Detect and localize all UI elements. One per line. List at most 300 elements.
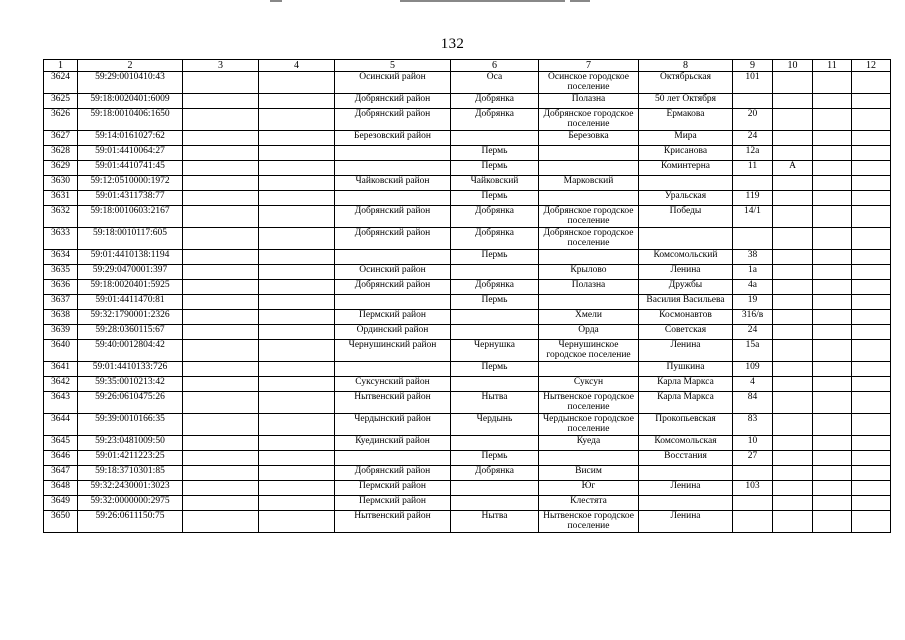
district-cell: Добрянский район — [335, 206, 451, 228]
col-4-cell — [259, 414, 335, 436]
locality-cell: Полазна — [539, 280, 639, 295]
col-3-cell — [183, 295, 259, 310]
cadastral-number: 59:18:3710301:85 — [78, 466, 183, 481]
col-12-cell — [852, 146, 891, 161]
column-number: 7 — [539, 60, 639, 72]
building-cell — [773, 228, 813, 250]
col-3-cell — [183, 436, 259, 451]
column-number: 10 — [773, 60, 813, 72]
settlement-cell — [451, 377, 539, 392]
col-11-cell — [813, 109, 852, 131]
cadastral-number: 59:01:4311738:77 — [78, 191, 183, 206]
district-cell: Пермский район — [335, 310, 451, 325]
table-row — [44, 109, 891, 131]
col-11-cell — [813, 392, 852, 414]
column-number: 6 — [451, 60, 539, 72]
street-cell: Прокопьевская — [639, 414, 733, 436]
district-cell: Пермский район — [335, 496, 451, 511]
table-row — [44, 436, 891, 451]
col-11-cell — [813, 481, 852, 496]
col-11-cell — [813, 228, 852, 250]
building-cell — [773, 325, 813, 340]
col-11-cell — [813, 94, 852, 109]
table-row — [44, 414, 891, 436]
col-3-cell — [183, 72, 259, 94]
street-cell — [639, 176, 733, 191]
row-number: 3648 — [44, 481, 78, 496]
col-12-cell — [852, 109, 891, 131]
table-row — [44, 280, 891, 295]
house-number-cell: 24 — [733, 131, 773, 146]
col-12-cell — [852, 228, 891, 250]
settlement-cell — [451, 265, 539, 280]
district-cell: Пермский район — [335, 481, 451, 496]
street-cell: Комсомольский — [639, 250, 733, 265]
col-11-cell — [813, 310, 852, 325]
street-cell: Ленина — [639, 481, 733, 496]
building-cell — [773, 206, 813, 228]
building-cell — [773, 265, 813, 280]
row-number: 3630 — [44, 176, 78, 191]
cadastral-number: 59:35:0010213:42 — [78, 377, 183, 392]
street-cell — [639, 466, 733, 481]
col-4-cell — [259, 451, 335, 466]
building-cell — [773, 481, 813, 496]
col-3-cell — [183, 511, 259, 533]
locality-cell: Юг — [539, 481, 639, 496]
col-11-cell — [813, 280, 852, 295]
col-3-cell — [183, 310, 259, 325]
row-number: 3626 — [44, 109, 78, 131]
house-number-cell: 84 — [733, 392, 773, 414]
settlement-cell: Пермь — [451, 250, 539, 265]
district-cell — [335, 451, 451, 466]
col-12-cell — [852, 280, 891, 295]
district-cell: Нытвенский район — [335, 511, 451, 533]
settlement-cell: Оса — [451, 72, 539, 94]
cadastral-number: 59:26:0610475:26 — [78, 392, 183, 414]
settlement-cell: Добрянка — [451, 280, 539, 295]
column-number: 12 — [852, 60, 891, 72]
row-number: 3627 — [44, 131, 78, 146]
col-12-cell — [852, 496, 891, 511]
col-4-cell — [259, 280, 335, 295]
locality-cell: Нытвенское городское поселение — [539, 511, 639, 533]
table-row — [44, 191, 891, 206]
col-3-cell — [183, 340, 259, 362]
cadastral-number: 59:18:0020401:6009 — [78, 94, 183, 109]
col-3-cell — [183, 377, 259, 392]
top-scan-line — [400, 0, 565, 2]
cadastral-number: 59:01:4410741:45 — [78, 161, 183, 176]
building-cell — [773, 94, 813, 109]
street-cell: Комсомольская — [639, 436, 733, 451]
building-cell — [773, 109, 813, 131]
table-row — [44, 146, 891, 161]
col-3-cell — [183, 131, 259, 146]
settlement-cell: Пермь — [451, 451, 539, 466]
col-11-cell — [813, 451, 852, 466]
locality-cell: Березовка — [539, 131, 639, 146]
street-cell: Ленина — [639, 265, 733, 280]
building-cell — [773, 362, 813, 377]
col-4-cell — [259, 481, 335, 496]
house-number-cell: 109 — [733, 362, 773, 377]
table-row — [44, 340, 891, 362]
row-number: 3624 — [44, 72, 78, 94]
col-12-cell — [852, 481, 891, 496]
settlement-cell: Добрянка — [451, 94, 539, 109]
col-12-cell — [852, 451, 891, 466]
settlement-cell: Добрянка — [451, 206, 539, 228]
col-12-cell — [852, 176, 891, 191]
street-cell: Ленина — [639, 340, 733, 362]
street-cell: Крисанова — [639, 146, 733, 161]
street-cell: Ленина — [639, 511, 733, 533]
cadastral-number: 59:26:0611150:75 — [78, 511, 183, 533]
col-11-cell — [813, 250, 852, 265]
cadastral-number: 59:18:0010406:1650 — [78, 109, 183, 131]
cadastral-number: 59:01:4211223:25 — [78, 451, 183, 466]
cadastral-number: 59:01:4410064:27 — [78, 146, 183, 161]
locality-cell: Куеда — [539, 436, 639, 451]
row-number: 3642 — [44, 377, 78, 392]
house-number-cell: 4 — [733, 377, 773, 392]
settlement-cell: Чернушка — [451, 340, 539, 362]
table-row — [44, 295, 891, 310]
table-row — [44, 161, 891, 176]
house-number-cell: 1а — [733, 265, 773, 280]
locality-cell — [539, 146, 639, 161]
table-row — [44, 466, 891, 481]
building-cell — [773, 146, 813, 161]
col-11-cell — [813, 377, 852, 392]
table-row — [44, 228, 891, 250]
district-cell: Куединский район — [335, 436, 451, 451]
building-cell — [773, 176, 813, 191]
cadastral-number: 59:01:4410138:1194 — [78, 250, 183, 265]
col-4-cell — [259, 496, 335, 511]
col-11-cell — [813, 72, 852, 94]
house-number-cell — [733, 94, 773, 109]
district-cell — [335, 146, 451, 161]
building-cell — [773, 466, 813, 481]
col-12-cell — [852, 414, 891, 436]
locality-cell: Добрянское городское поселение — [539, 109, 639, 131]
cadastral-number: 59:29:0010410:43 — [78, 72, 183, 94]
cadastral-number: 59:39:0010166:35 — [78, 414, 183, 436]
cadastral-number: 59:32:2430001:3023 — [78, 481, 183, 496]
settlement-cell — [451, 131, 539, 146]
district-cell: Суксунский район — [335, 377, 451, 392]
house-number-cell: 24 — [733, 325, 773, 340]
district-cell: Осинский район — [335, 72, 451, 94]
table-row — [44, 265, 891, 280]
street-cell: Коминтерна — [639, 161, 733, 176]
top-scan-line — [270, 0, 282, 2]
locality-cell — [539, 362, 639, 377]
table-row — [44, 206, 891, 228]
house-number-cell: 20 — [733, 109, 773, 131]
col-11-cell — [813, 295, 852, 310]
column-number: 2 — [78, 60, 183, 72]
building-cell — [773, 310, 813, 325]
street-cell: Восстания — [639, 451, 733, 466]
col-3-cell — [183, 466, 259, 481]
col-3-cell — [183, 250, 259, 265]
col-3-cell — [183, 146, 259, 161]
cadastral-number: 59:32:0000000:2975 — [78, 496, 183, 511]
district-cell: Добрянский район — [335, 228, 451, 250]
settlement-cell: Пермь — [451, 362, 539, 377]
col-11-cell — [813, 511, 852, 533]
col-4-cell — [259, 377, 335, 392]
district-cell: Добрянский район — [335, 466, 451, 481]
col-3-cell — [183, 206, 259, 228]
street-cell: Уральская — [639, 191, 733, 206]
col-11-cell — [813, 496, 852, 511]
col-12-cell — [852, 206, 891, 228]
building-cell — [773, 436, 813, 451]
settlement-cell — [451, 496, 539, 511]
locality-cell — [539, 295, 639, 310]
settlement-cell: Нытва — [451, 392, 539, 414]
table-row — [44, 94, 891, 109]
column-number: 4 — [259, 60, 335, 72]
row-number: 3633 — [44, 228, 78, 250]
col-3-cell — [183, 109, 259, 131]
col-12-cell — [852, 325, 891, 340]
street-cell — [639, 496, 733, 511]
col-11-cell — [813, 325, 852, 340]
settlement-cell: Чердынь — [451, 414, 539, 436]
house-number-cell: 4а — [733, 280, 773, 295]
col-4-cell — [259, 109, 335, 131]
settlement-cell: Нытва — [451, 511, 539, 533]
col-3-cell — [183, 161, 259, 176]
col-3-cell — [183, 265, 259, 280]
col-3-cell — [183, 280, 259, 295]
row-number: 3649 — [44, 496, 78, 511]
col-4-cell — [259, 191, 335, 206]
locality-cell: Клестята — [539, 496, 639, 511]
settlement-cell: Добрянка — [451, 466, 539, 481]
col-12-cell — [852, 94, 891, 109]
district-cell: Чайковский район — [335, 176, 451, 191]
table-row — [44, 325, 891, 340]
street-cell: Октябрьская — [639, 72, 733, 94]
column-number: 8 — [639, 60, 733, 72]
cadastral-number: 59:12:0510000:1972 — [78, 176, 183, 191]
street-cell: Василия Васильева — [639, 295, 733, 310]
col-11-cell — [813, 161, 852, 176]
street-cell: Советская — [639, 325, 733, 340]
house-number-cell — [733, 496, 773, 511]
col-12-cell — [852, 392, 891, 414]
district-cell — [335, 295, 451, 310]
column-number: 3 — [183, 60, 259, 72]
locality-cell: Добрянское городское поселение — [539, 206, 639, 228]
col-12-cell — [852, 250, 891, 265]
col-11-cell — [813, 206, 852, 228]
house-number-cell: 27 — [733, 451, 773, 466]
row-number: 3646 — [44, 451, 78, 466]
street-cell: Космонавтов — [639, 310, 733, 325]
row-number: 3639 — [44, 325, 78, 340]
col-11-cell — [813, 265, 852, 280]
street-cell: Карла Маркса — [639, 377, 733, 392]
col-12-cell — [852, 295, 891, 310]
locality-cell: Полазна — [539, 94, 639, 109]
registry-body — [44, 60, 891, 533]
locality-cell: Суксун — [539, 377, 639, 392]
col-12-cell — [852, 340, 891, 362]
col-12-cell — [852, 511, 891, 533]
col-12-cell — [852, 310, 891, 325]
col-4-cell — [259, 310, 335, 325]
row-number: 3631 — [44, 191, 78, 206]
district-cell — [335, 191, 451, 206]
district-cell: Березовский район — [335, 131, 451, 146]
cadastral-number: 59:32:1790001:2326 — [78, 310, 183, 325]
building-cell — [773, 496, 813, 511]
table-row — [44, 511, 891, 533]
row-number: 3636 — [44, 280, 78, 295]
locality-cell — [539, 451, 639, 466]
col-12-cell — [852, 436, 891, 451]
settlement-cell: Добрянка — [451, 109, 539, 131]
settlement-cell — [451, 436, 539, 451]
col-3-cell — [183, 414, 259, 436]
col-4-cell — [259, 176, 335, 191]
col-4-cell — [259, 362, 335, 377]
column-number-row — [44, 60, 891, 72]
table-row — [44, 362, 891, 377]
col-4-cell — [259, 161, 335, 176]
cadastral-number: 59:01:4411470:81 — [78, 295, 183, 310]
col-12-cell — [852, 265, 891, 280]
house-number-cell: 11 — [733, 161, 773, 176]
col-3-cell — [183, 191, 259, 206]
row-number: 3644 — [44, 414, 78, 436]
table-row — [44, 176, 891, 191]
street-cell: Дружбы — [639, 280, 733, 295]
house-number-cell: 38 — [733, 250, 773, 265]
house-number-cell: 119 — [733, 191, 773, 206]
col-4-cell — [259, 250, 335, 265]
district-cell: Добрянский район — [335, 109, 451, 131]
row-number: 3641 — [44, 362, 78, 377]
street-cell: Победы — [639, 206, 733, 228]
col-4-cell — [259, 131, 335, 146]
col-11-cell — [813, 362, 852, 377]
row-number: 3625 — [44, 94, 78, 109]
house-number-cell: 19 — [733, 295, 773, 310]
settlement-cell: Чайковский — [451, 176, 539, 191]
col-4-cell — [259, 466, 335, 481]
col-3-cell — [183, 481, 259, 496]
locality-cell: Чернушинское городское поселение — [539, 340, 639, 362]
locality-cell: Висим — [539, 466, 639, 481]
district-cell — [335, 362, 451, 377]
col-4-cell — [259, 340, 335, 362]
building-cell — [773, 295, 813, 310]
table-row — [44, 131, 891, 146]
row-number: 3628 — [44, 146, 78, 161]
col-4-cell — [259, 146, 335, 161]
column-number: 1 — [44, 60, 78, 72]
col-11-cell — [813, 436, 852, 451]
col-11-cell — [813, 191, 852, 206]
house-number-cell — [733, 466, 773, 481]
district-cell — [335, 250, 451, 265]
locality-cell: Добрянское городское поселение — [539, 228, 639, 250]
house-number-cell — [733, 228, 773, 250]
col-12-cell — [852, 72, 891, 94]
cadastral-number: 59:01:4410133:726 — [78, 362, 183, 377]
district-cell: Чердынский район — [335, 414, 451, 436]
building-cell — [773, 511, 813, 533]
locality-cell — [539, 191, 639, 206]
locality-cell — [539, 161, 639, 176]
street-cell: Карла Маркса — [639, 392, 733, 414]
locality-cell: Орда — [539, 325, 639, 340]
table-row — [44, 377, 891, 392]
building-cell — [773, 72, 813, 94]
table-row — [44, 250, 891, 265]
district-cell: Чернушинский район — [335, 340, 451, 362]
building-cell: А — [773, 161, 813, 176]
building-cell — [773, 340, 813, 362]
table-row — [44, 310, 891, 325]
building-cell — [773, 280, 813, 295]
row-number: 3632 — [44, 206, 78, 228]
col-11-cell — [813, 176, 852, 191]
house-number-cell: 101 — [733, 72, 773, 94]
column-number: 5 — [335, 60, 451, 72]
district-cell: Добрянский район — [335, 94, 451, 109]
col-11-cell — [813, 146, 852, 161]
street-cell: Мира — [639, 131, 733, 146]
cadastral-number: 59:14:0161027:62 — [78, 131, 183, 146]
col-3-cell — [183, 228, 259, 250]
table-row — [44, 392, 891, 414]
district-cell — [335, 161, 451, 176]
column-number: 11 — [813, 60, 852, 72]
house-number-cell: 103 — [733, 481, 773, 496]
row-number: 3637 — [44, 295, 78, 310]
district-cell: Нытвенский район — [335, 392, 451, 414]
street-cell: 50 лет Октября — [639, 94, 733, 109]
col-11-cell — [813, 414, 852, 436]
col-12-cell — [852, 191, 891, 206]
col-4-cell — [259, 206, 335, 228]
col-12-cell — [852, 377, 891, 392]
col-3-cell — [183, 451, 259, 466]
house-number-cell — [733, 176, 773, 191]
locality-cell: Крылово — [539, 265, 639, 280]
col-11-cell — [813, 340, 852, 362]
settlement-cell: Добрянка — [451, 228, 539, 250]
row-number: 3645 — [44, 436, 78, 451]
house-number-cell: 316/в — [733, 310, 773, 325]
locality-cell: Нытвенское городское поселение — [539, 392, 639, 414]
col-4-cell — [259, 511, 335, 533]
building-cell — [773, 451, 813, 466]
col-3-cell — [183, 176, 259, 191]
row-number: 3643 — [44, 392, 78, 414]
row-number: 3629 — [44, 161, 78, 176]
